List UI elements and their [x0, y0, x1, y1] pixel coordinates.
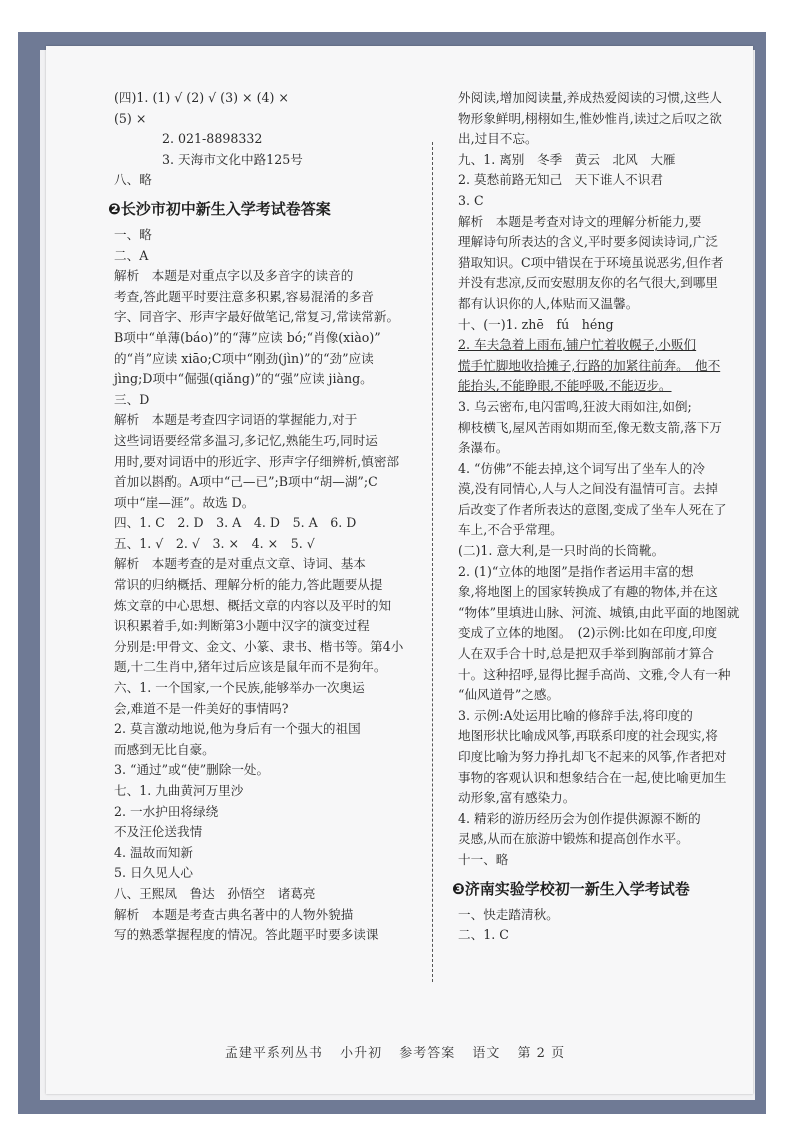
text-line: jìng;D项中“倔强(qiǎng)”的“强”应读 jiàng。 — [114, 371, 373, 387]
text-line: 五、1. √ 2. √ 3. × 4. × 5. √ — [114, 535, 315, 551]
text-line: 十、(一)1. zhē fú héng — [458, 316, 614, 332]
text-line: 灵感,从而在旅游中锻炼和提高创作水平。 — [458, 831, 689, 847]
text-line: 八、略 — [114, 172, 152, 188]
footer-page-number: 第 2 页 — [517, 1046, 566, 1061]
text-line: 八、王熙凤 鲁达 孙悟空 诸葛亮 — [114, 885, 316, 901]
text-line: 四、1. C 2. D 3. A 4. D 5. A 6. D — [114, 515, 357, 531]
text-line: 字、同音字、形声字最好做笔记,常复习,常读常新。 — [114, 309, 400, 325]
page-footer — [0, 1042, 790, 1061]
text-line: 并没有悲凉,反而安慰朋友你的名气很大,到哪里 — [458, 275, 718, 291]
text-line: 项中“崖—涯”。故选 D。 — [114, 494, 255, 510]
text-line: 2. 莫言激动地说,他为身后有一个强大的祖国 — [114, 721, 361, 737]
text-line: “仙风道骨”之感。 — [458, 687, 560, 703]
text-line: 车上,不合乎常理。 — [458, 522, 563, 538]
text-line: 2. 莫愁前路无知己 天下谁人不识君 — [458, 172, 663, 188]
text-line: 解析 本题是考查四字词语的掌握能力,对于 — [114, 412, 358, 428]
text-line: 而感到无比自豪。 — [114, 741, 215, 757]
text-line: 二、A — [114, 247, 149, 263]
text-line: 首加以斟酌。A项中“己—已”;B项中“胡—湖”;C — [114, 474, 378, 490]
text-line: 慌手忙脚地收拾摊子,行路的加紧往前奔。 他不 — [458, 357, 721, 373]
text-line: 2. 021-8898332 — [162, 131, 263, 147]
text-line: 2. 车夫急着上雨布,铺户忙着收幌子,小贩们 — [458, 337, 697, 353]
text-line: 炼文章的中心思想、概括文章的内容以及平时的知 — [114, 597, 392, 613]
text-line: 事物的客观认识和想象结合在一起,使比喻更加生 — [458, 769, 727, 785]
text-line: 2. 一水护田将绿绕 — [114, 803, 219, 819]
text-line: 5. 日久见人心 — [114, 865, 193, 881]
text-line: 六、1. 一个国家,一个民族,能够举办一次奥运 — [114, 680, 365, 696]
text-line: 条瀑布。 — [458, 440, 509, 456]
text-line: 地图形状比喻成风筝,再联系印度的社会现实,将 — [458, 728, 718, 744]
text-line: 十一、略 — [458, 851, 509, 867]
text-line: 3. “通过”或“使”删除一处。 — [114, 762, 270, 778]
text-line: 解析 本题考查的是对重点文章、诗词、基本 — [114, 556, 366, 572]
text-line: (四)1. (1) √ (2) √ (3) × (4) × — [114, 90, 289, 105]
text-line: 一、快走踏清秋。 — [458, 906, 559, 922]
left-column — [108, 88, 420, 946]
text-line: 人在双手合十时,总是把双手举到胸部前才算合 — [458, 646, 714, 662]
text-line: 一、略 — [114, 226, 152, 242]
footer-kind: 参考答案 — [399, 1046, 456, 1061]
text-line: 变成了立体的地图。 (2)示例:比如在印度,印度 — [458, 625, 718, 641]
text-line: 2. (1)“立体的地图”是指作者运用丰富的想 — [458, 563, 694, 579]
text-line: 识积累着手,如:判断第3小题中汉字的演变过程 — [114, 618, 370, 634]
text-line: 漠,没有同情心,人与人之间没有温情可言。去掉 — [458, 481, 718, 497]
text-line: “物体”里填进山脉、河流、城镇,由此平面的地图就 — [458, 604, 740, 620]
text-line: 分别是:甲骨文、金文、小篆、隶书、楷书等。第4小 — [114, 638, 404, 654]
section-heading: ❷长沙市初中新生入学考试卷答案 — [108, 199, 331, 218]
text-line: 二、1. C — [458, 927, 509, 943]
text-line: 九、1. 离别 冬季 黄云 北风 大雁 — [458, 151, 676, 167]
section-heading: ❸济南实验学校初一新生入学考试卷 — [452, 879, 690, 898]
text-line: 4. 精彩的游历经历会为创作提供源源不断的 — [458, 810, 701, 826]
footer-level: 小升初 — [340, 1046, 383, 1061]
text-line: 的“肖”应读 xiāo;C项中“刚劲(jìn)”的“劲”应读 — [114, 350, 374, 366]
text-line: 3. 示例:A处运用比喻的修辞手法,将印度的 — [458, 707, 693, 723]
text-line: 不及汪伦送我情 — [114, 824, 203, 840]
text-line: 柳枝横飞,屋风苦雨如期而至,像无数支箭,落下万 — [458, 419, 722, 435]
text-line: 后改变了作者所表达的意图,变成了坐车人死在了 — [458, 501, 727, 517]
text-line: 解析 本题是考查古典名著中的人物外貌描 — [114, 906, 354, 922]
text-line: 三、D — [114, 391, 150, 407]
text-line: 3. 天海市文化中路125号 — [162, 151, 303, 167]
text-line: 出,过目不忘。 — [458, 131, 538, 147]
text-line: (二)1. 意大利,是一只时尚的长筒靴。 — [458, 543, 665, 559]
text-line: 外阅读,增加阅读量,养成热爱阅读的习惯,这些人 — [458, 90, 722, 105]
text-line: 这些词语要经常多温习,多记忆,熟能生巧,同时运 — [114, 432, 378, 448]
text-line: 猎取知识。C项中错误在于环境虽说恶劣,但作者 — [458, 254, 724, 270]
text-line: 七、1. 九曲黄河万里沙 — [114, 783, 244, 798]
text-line: 4. “仿佛”不能去掉,这个词写出了坐车人的冷 — [458, 460, 705, 476]
text-line: 动形象,富有感染力。 — [458, 790, 576, 806]
text-line: 物形象鲜明,栩栩如生,惟妙惟肖,读过之后叹之欲 — [458, 110, 722, 126]
footer-subject: 语文 — [472, 1046, 501, 1061]
text-line: 3. C — [458, 192, 484, 208]
text-line: 都有认识你的人,体贴而又温馨。 — [458, 295, 639, 311]
right-column — [452, 88, 740, 946]
text-line: 十。这种招呼,显得比握手高尚、文雅,令人有一种 — [458, 666, 731, 682]
text-line: 理解诗句所表达的含义,平时要多阅读诗词,广泛 — [458, 234, 718, 250]
text-line: 象,将地图上的国家转换成了有趣的物体,并在这 — [458, 584, 718, 600]
text-line: 印度比喻为努力挣扎却飞不起来的风筝,作者把对 — [458, 749, 727, 764]
text-line: 解析 本题是对重点字以及多音字的读音的 — [114, 268, 354, 284]
footer-series: 孟建平系列丛书 — [224, 1046, 323, 1061]
text-line: 用时,要对词语中的形近字、形声字仔细辨析,慎密部 — [114, 453, 400, 469]
text-line: 4. 温故而知新 — [114, 844, 193, 860]
text-line: 考查,答此题平时要注意多积累,容易混淆的多音 — [114, 288, 374, 304]
text-line: 解析 本题是考查对诗文的理解分析能力,要 — [458, 213, 702, 229]
text-line: 写的熟悉掌握程度的情况。答此题平时要多读课 — [114, 927, 379, 943]
text-line: 常识的归纳概括、理解分析的能力,答此题要从提 — [114, 577, 383, 593]
text-line: 3. 乌云密布,电闪雷鸣,狂波大雨如注,如倒; — [458, 398, 692, 414]
text-line: 题,十二生肖中,猪年过后应该是鼠年而不是狗年。 — [114, 659, 387, 675]
text-line: 会,难道不是一件美好的事情吗? — [114, 700, 289, 716]
text-line: 能抬头,不能睁眼,不能呼吸,不能迈步。 — [458, 378, 672, 394]
column-divider — [432, 142, 433, 982]
text-line: (5) × — [114, 110, 147, 126]
text-line: B项中“单薄(báo)”的“薄”应读 bó;“肖像(xiào)” — [114, 329, 381, 345]
